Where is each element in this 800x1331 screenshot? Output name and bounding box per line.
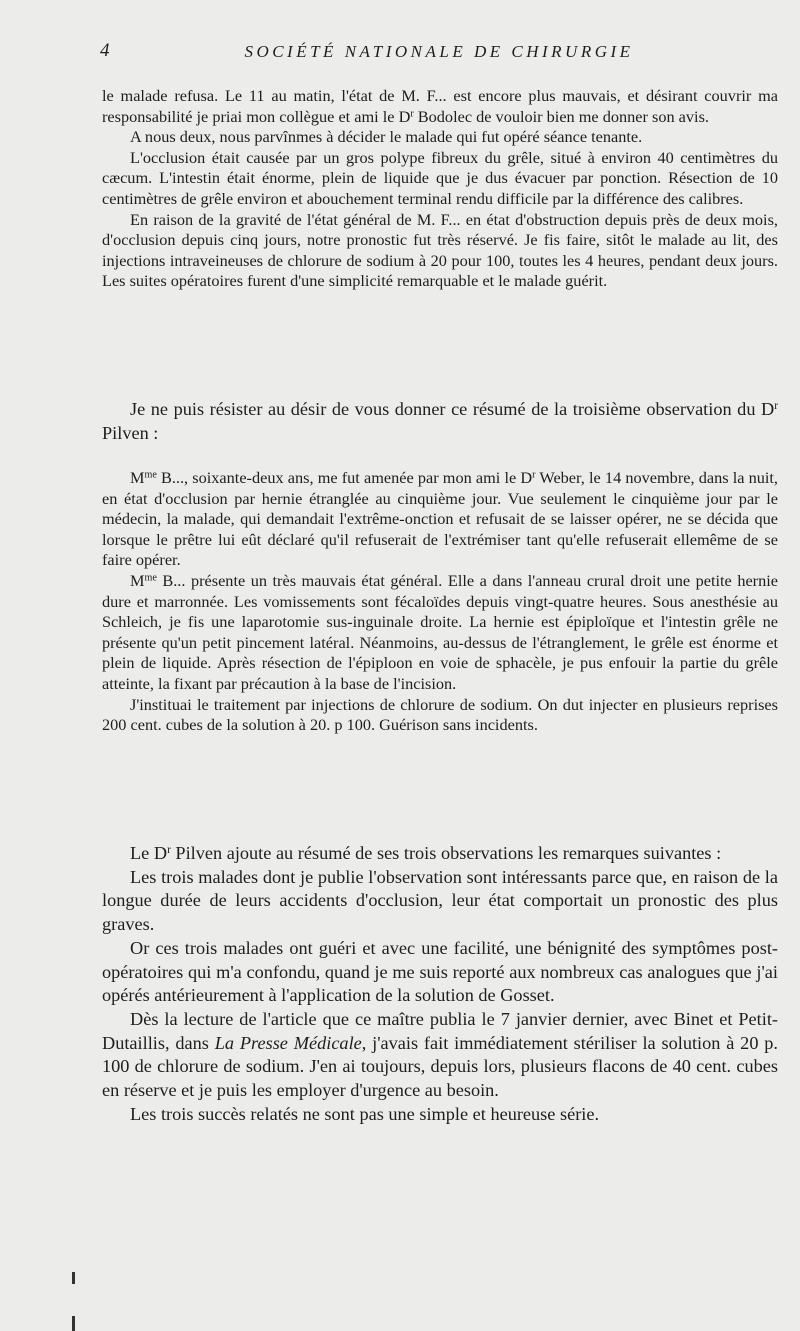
page-number: 4: [100, 40, 110, 61]
paragraph: Le $D^r$ Pilven ajoute au résumé de ses trois observations les remarques suivantes :: [130, 843, 722, 863]
paragraph: L'occlusion était causée par un gros polype fibreux du grêle, situé à environ 40 centimètres du cæcum. L'intestin était énorme, plein de liquide que je dus évacuer par ponction. Résection de 10 centimètres de grêle environ et abouchement terminal rendu difficile par la différence des calibres.: [102, 147, 778, 208]
section-1-text: [102, 86, 778, 292]
scan-mark: [72, 1272, 75, 1284]
paragraph: Dès la lecture de l'article que ce maître publia le 7 janvier dernier, avec Binet et Petit-Dutaillis, dans La Presse Médicale, j'avais fait immédiatement stériliser la solution à 20 p. 100 de chlorure de sodium. J'en ai toujours, depuis lors, plusieurs flacons de 40 cent. cubes en réserve et je puis les employer d'urgence au besoin.: [102, 1008, 778, 1101]
paragraph: Or ces trois malades ont guéri et avec une facilité, une bénignité des symptômes post-opératoires qui m'a confondu, quand je me suis reporté aux nombreux cas analogues que j'ai opérés antérieurement à l'application de la solution de Gosset.: [102, 937, 778, 1006]
third-observation-intro: [102, 398, 778, 445]
paragraph: Je ne puis résister au désir de vous donner ce résumé de la troisième observation du $D^r$ Pilven :: [102, 399, 778, 443]
paragraph: J'instituai le traitement par injections de chlorure de sodium. On dut injecter en plusieurs reprises 200 cent. cubes de la solution à 20. p 100. Guérison sans incidents.: [102, 694, 778, 735]
journal-title: La Presse Médicale: [214, 1032, 362, 1053]
paragraph: Les trois malades dont je publie l'observation sont intéressants parce que, en raison de la longue durée de leurs accidents d'occlusion, leur état comportait un pronostic des plus graves.: [102, 866, 778, 935]
section-3-text: [102, 842, 778, 1126]
paragraph: le malade refusa. Le 11 au matin, l'état de M. F... est encore plus mauvais, et désirant couvrir ma responsabilité je priai mon collègue et ami le $D^r$ Bodolec de vouloir bien me donner son avis.: [102, 86, 778, 126]
paragraph: Les trois succès relatés ne sont pas une simple et heureuse série.: [130, 1103, 600, 1124]
paragraph: A nous deux, nous parvînmes à décider le malade qui fut opéré séance tenante.: [130, 127, 643, 147]
paragraph: $M^{me}$ B... présente un très mauvais état général. Elle a dans l'anneau crural droit une petite hernie dure et marronnée. Les vomissements sont fécaloïdes depuis vingt-quatre heures. Sous anesthésie au Schleich, je fis une laparotomie sus-inguinale droite. La hernie est épiploïque et l'intestin grêle ne présente qu'un petit pincement latéral. Néanmoins, au-dessus de l'étranglement, le grêle est énorme et plein de liquide. Après résection de l'épiploon en voie de sphacèle, je pus enfouir la partie du grêle atteinte, la fixant par précaution à la base de l'incision.: [102, 570, 778, 693]
paragraph: $M^{me}$ B..., soixante-deux ans, me fut amenée par mon ami le $D^r$ Weber, le 14 novembre, dans la nuit, en état d'occlusion par hernie étranglée au cinquième jour. Vue seulement le cinquième jour par le médecin, la malade, qui demandait l'extrême-onction et refusait de se laisser opérer, ne se décida que lorsque le prêtre lui eût déclaré qu'il refuserait de l'extrémiser tant qu'elle refuserait ellemême de se faire opérer.: [102, 468, 779, 570]
scan-mark: [72, 1316, 75, 1331]
section-2-text: [102, 468, 778, 736]
running-title: SOCIÉTÉ NATIONALE DE CHIRURGIE: [244, 42, 634, 61]
paragraph: En raison de la gravité de l'état général de M. F... en état d'obstruction depuis près de deux mois, d'occlusion depuis cinq jours, notre pronostic fut très réservé. Je fis faire, sitôt le malade au lit, des injections intraveineuses de chlorure de sodium à 20 pour 100, toutes les 4 heures, pendant deux jours. Les suites opératoires furent d'une simplicité remarquable et le malade guérit.: [102, 209, 778, 291]
page-header: [100, 40, 778, 70]
